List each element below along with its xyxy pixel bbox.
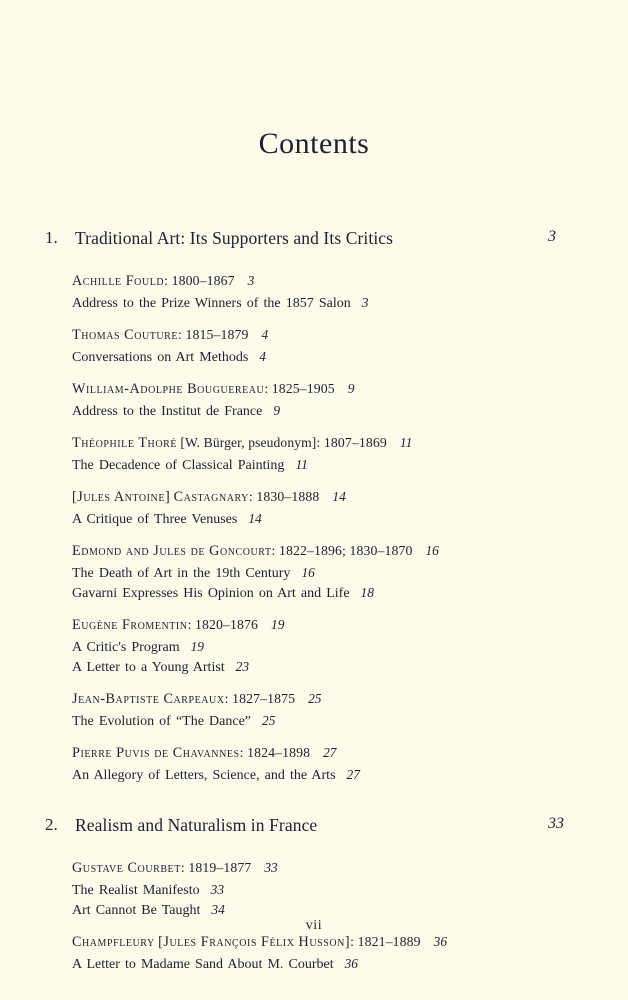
author-name: Théophile Thoré — [72, 435, 177, 451]
author-entry[interactable] — [72, 690, 628, 708]
work-page-number: 16 — [301, 565, 315, 580]
work-title: Address to the Prize Winners of the 1857 Salon — [72, 296, 351, 311]
author-group — [0, 542, 628, 603]
author-group — [0, 859, 628, 920]
work-title: Address to the Institut de France — [72, 404, 263, 419]
work-entry[interactable] — [72, 455, 628, 475]
work-page-number: 34 — [211, 902, 225, 917]
work-title: An Allegory of Letters, Science, and the Arts — [72, 768, 336, 783]
work-page-number: 19 — [190, 639, 204, 654]
author-dates: : 1820–1876 — [187, 617, 259, 632]
work-page-number: 27 — [346, 767, 360, 782]
author-name: Pierre Puvis de Chavannes — [72, 745, 240, 761]
author-page-number: 14 — [332, 489, 346, 504]
chapter-title: Traditional Art: Its Supporters and Its Critics — [75, 228, 394, 248]
work-title: Gavarni Expresses His Opinion on Art and Life — [72, 586, 350, 601]
author-entry[interactable] — [72, 380, 628, 398]
author-name: Castagnary — [173, 489, 249, 505]
author-name: William-Adolphe Bouguereau — [72, 381, 265, 397]
work-title: A Critique of Three Venuses — [72, 512, 238, 527]
work-page-number: 3 — [361, 295, 369, 310]
author-dates: : 1819–1877 — [180, 860, 252, 875]
author-dates: : 1815–1879 — [178, 327, 249, 342]
author-entry[interactable] — [72, 933, 628, 951]
work-page-number: 4 — [259, 349, 266, 364]
work-title: Conversations on Art Methods — [72, 350, 249, 365]
author-page-number: 36 — [433, 934, 448, 949]
work-page-number: 14 — [248, 511, 262, 526]
author-group — [0, 326, 628, 367]
author-name: Thomas Couture — [72, 327, 179, 343]
author-group — [0, 434, 628, 475]
author-page-number: 25 — [308, 691, 322, 706]
author-entry[interactable] — [72, 434, 628, 452]
author-group — [0, 616, 628, 677]
chapter-section — [0, 228, 628, 785]
author-group — [0, 744, 628, 785]
chapter-number: 2. — [45, 815, 58, 834]
chapter-title: Realism and Naturalism in France — [75, 815, 318, 835]
work-entry[interactable] — [72, 293, 628, 313]
author-page-number: 19 — [271, 617, 285, 632]
work-title: The Realist Manifesto — [72, 883, 200, 898]
author-name: Champfleury — [72, 934, 155, 950]
author-page-number: 9 — [347, 381, 355, 396]
work-page-number: 36 — [344, 956, 358, 971]
author-entry[interactable] — [72, 272, 628, 290]
author-page-number: 27 — [323, 745, 337, 760]
chapter-page-number: 3 — [548, 228, 556, 245]
work-entry[interactable] — [72, 880, 628, 900]
page-folio: vii — [305, 918, 323, 933]
chapter-number: 1. — [45, 228, 58, 247]
author-dates: : 1822–1896; 1830–1870 — [271, 543, 413, 558]
author-entry[interactable] — [72, 542, 628, 560]
author-bracket-name: [Jules Antoine] — [72, 489, 171, 505]
page-title: Contents — [258, 127, 370, 160]
work-page-number: 25 — [262, 713, 276, 728]
author-page-number: 11 — [399, 435, 413, 450]
work-title: The Decadence of Classical Painting — [72, 458, 285, 473]
work-page-number: 23 — [235, 659, 250, 674]
work-entry[interactable] — [72, 347, 628, 367]
author-dates: : 1830–1888 — [248, 489, 320, 504]
work-entry[interactable] — [72, 657, 628, 677]
author-entry[interactable] — [72, 744, 628, 762]
author-dates: : 1825–1905 — [264, 381, 335, 396]
author-dates: : 1800–1867 — [164, 273, 235, 288]
author-page-number: 4 — [261, 327, 269, 342]
author-page-number: 3 — [247, 273, 255, 288]
author-page-number: 16 — [425, 543, 439, 558]
author-entry[interactable] — [72, 859, 628, 877]
author-dates: : 1821–1889 — [350, 934, 421, 949]
work-entry[interactable] — [72, 637, 628, 657]
work-page-number: 9 — [273, 403, 281, 418]
work-entry[interactable] — [72, 765, 628, 785]
author-name: Achille Fould — [72, 273, 165, 289]
chapter-section — [0, 815, 628, 974]
work-entry[interactable] — [72, 900, 628, 920]
work-entry[interactable] — [72, 583, 628, 603]
work-title: The Evolution of “The Dance” — [72, 714, 251, 729]
author-entry[interactable] — [72, 488, 628, 506]
author-entry[interactable] — [72, 616, 628, 634]
chapter-heading[interactable] — [0, 815, 628, 843]
author-dates: : 1807–1869 — [316, 435, 387, 450]
author-group — [0, 933, 628, 974]
chapter-heading[interactable] — [0, 228, 628, 256]
work-title: A Critic's Program — [72, 640, 180, 655]
work-entry[interactable] — [72, 509, 628, 529]
author-page-number: 33 — [264, 860, 278, 875]
work-entry[interactable] — [72, 711, 628, 731]
work-title: A Letter to Madame Sand About M. Courbet — [72, 957, 334, 972]
author-name: Eugène Fromentin — [72, 617, 188, 633]
author-name: Edmond and Jules de Goncourt — [72, 543, 272, 559]
table-of-contents — [0, 228, 628, 976]
author-name: Jean-Baptiste Carpeaux — [72, 691, 225, 707]
author-dates: : 1827–1875 — [224, 691, 296, 706]
work-page-number: 11 — [295, 457, 308, 472]
author-dates: : 1824–1898 — [239, 745, 311, 760]
chapter-page-number: 33 — [548, 815, 564, 832]
author-group — [0, 380, 628, 421]
author-group — [0, 690, 628, 731]
work-entry[interactable] — [72, 954, 628, 974]
author-entry[interactable] — [72, 326, 628, 344]
work-page-number: 33 — [210, 882, 225, 897]
work-title: A Letter to a Young Artist — [72, 660, 225, 675]
work-title: The Death of Art in the 19th Century — [72, 566, 291, 581]
author-bracket-name: [W. Bürger, pseudonym] — [180, 435, 317, 450]
work-entry[interactable] — [72, 401, 628, 421]
author-group — [0, 272, 628, 313]
author-group — [0, 488, 628, 529]
work-title: Art Cannot Be Taught — [72, 903, 201, 918]
work-entry[interactable] — [72, 563, 628, 583]
work-page-number: 18 — [360, 585, 374, 600]
author-name: Gustave Courbet — [72, 860, 181, 876]
author-bracket-name: [Jules François Félix Husson] — [158, 934, 351, 950]
